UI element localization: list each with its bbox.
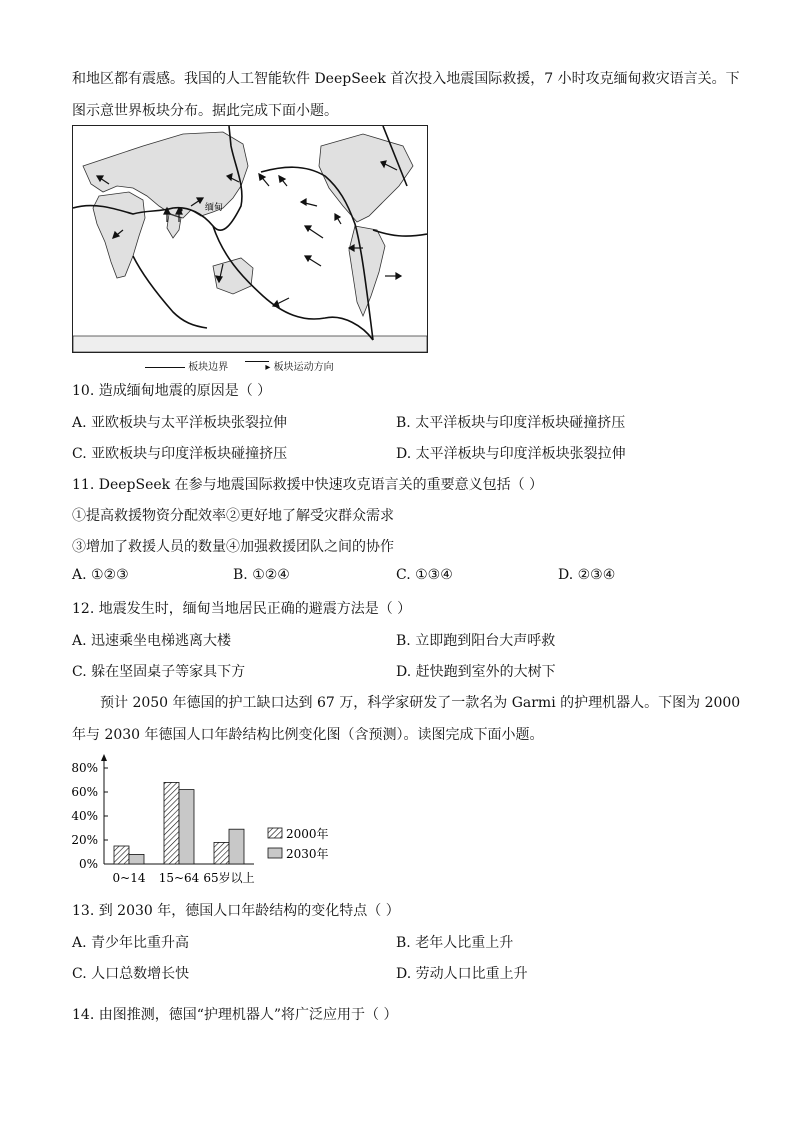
- q13-option-c: C. 人口总数增长快: [72, 966, 190, 982]
- myanmar-marker: [179, 208, 182, 211]
- y-tick-label: 20%: [71, 833, 98, 847]
- q13-stem: 13. 到 2030 年，德国人口年龄结构的变化特点（ ）: [72, 903, 400, 919]
- q10-option-b: B. 太平洋板块与印度洋板块碰撞挤压: [396, 415, 626, 431]
- q10-option-c: C. 亚欧板块与印度洋板块碰撞挤压: [72, 446, 288, 462]
- bar-series1: [114, 846, 129, 864]
- bar-series2: [229, 829, 244, 864]
- legend-swatch: [268, 848, 282, 858]
- q13-option-a: A. 青少年比重升高: [72, 935, 190, 951]
- intro-line-2: 图示意世界板块分布。据此完成下面小题。: [72, 103, 338, 119]
- q12-option-c: C. 躲在坚固桌子等家具下方: [72, 664, 246, 680]
- q10-option-d: D. 太平洋板块与印度洋板块张裂拉伸: [396, 446, 626, 462]
- myanmar-label: 缅甸: [205, 203, 224, 213]
- x-tick-label: 65岁以上: [203, 871, 255, 885]
- q11-stem: 11. DeepSeek 在参与地震国际救援中快速攻克语言关的重要意义包括（ ）: [72, 477, 544, 493]
- bar-series1: [214, 842, 229, 864]
- q12-option-b: B. 立即跑到阳台大声呼救: [396, 633, 556, 649]
- x-tick-label: 0~14: [112, 871, 146, 885]
- legend-label: 2000年: [286, 827, 329, 841]
- boundary-legend-line: [145, 367, 185, 368]
- y-axis-arrow: [101, 754, 107, 761]
- boundary-legend-label: 板块边界: [188, 362, 229, 373]
- q11-option-c: C. ①③④: [396, 567, 453, 583]
- y-tick-label: 60%: [71, 785, 98, 799]
- y-tick-label: 0%: [78, 857, 98, 871]
- q11-item-line-2: ③增加了救援人员的数量④加强救援团队之间的协作: [72, 539, 394, 555]
- bar-series2: [129, 854, 144, 864]
- intro2-line-2: 年与 2030 年德国人口年龄结构比例变化图（含预测）。读图完成下面小题。: [72, 727, 544, 743]
- continent-south-america: [349, 226, 385, 316]
- q11-option-d: D. ②③④: [558, 567, 616, 583]
- intro2-line-1: 预计 2050 年德国的护工缺口达到 67 万，科学家研发了一款名为 Garmi 的护理机器人。下图为 2000: [100, 695, 741, 711]
- q11-item-line-1: ①提高救援物资分配效率②更好地了解受灾群众需求: [72, 508, 394, 524]
- q11-option-b: B. ①②④: [233, 567, 290, 583]
- bar-series1: [164, 782, 179, 864]
- q10-option-a: A. 亚欧板块与太平洋板块张裂拉伸: [72, 415, 288, 431]
- intro-line-1: 和地区都有震感。我国的人工智能软件 DeepSeek 首次投入地震国际救援，7 小时攻克缅甸救灾语言关。下: [72, 71, 740, 87]
- q13-option-d: D. 劳动人口比重上升: [396, 966, 528, 982]
- q14-stem: 14. 由图推测，德国“护理机器人”将广泛应用于（ ）: [72, 1007, 398, 1023]
- q12-option-a: A. 迅速乘坐电梯逃离大楼: [72, 633, 232, 649]
- q11-option-a: A. ①②③: [72, 567, 129, 583]
- q13-option-b: B. 老年人比重上升: [396, 935, 514, 951]
- y-tick-label: 40%: [71, 809, 98, 823]
- plate-boundary: [133, 256, 207, 328]
- legend-swatch: [268, 828, 282, 838]
- bar-series2: [179, 790, 194, 864]
- map-legend: 板块边界 ▸ 板块运动方向: [145, 358, 334, 373]
- y-tick-label: 80%: [71, 761, 98, 775]
- world-plate-map: [72, 125, 428, 353]
- age-structure-chart: [60, 752, 360, 892]
- continent-north-america: [319, 134, 413, 222]
- q12-stem: 12. 地震发生时，缅甸当地居民正确的避震方法是（ ）: [72, 601, 412, 617]
- q12-option-d: D. 赶快跑到室外的大树下: [396, 664, 556, 680]
- q10-stem: 10. 造成缅甸地震的原因是（ ）: [72, 383, 272, 399]
- legend-label: 2030年: [286, 847, 329, 861]
- x-tick-label: 15~64: [158, 871, 200, 885]
- plate-boundary: [373, 230, 427, 236]
- direction-legend-arrow: [245, 361, 269, 373]
- continent-antarctica: [73, 336, 427, 352]
- direction-legend-label: 板块运动方向: [273, 362, 334, 373]
